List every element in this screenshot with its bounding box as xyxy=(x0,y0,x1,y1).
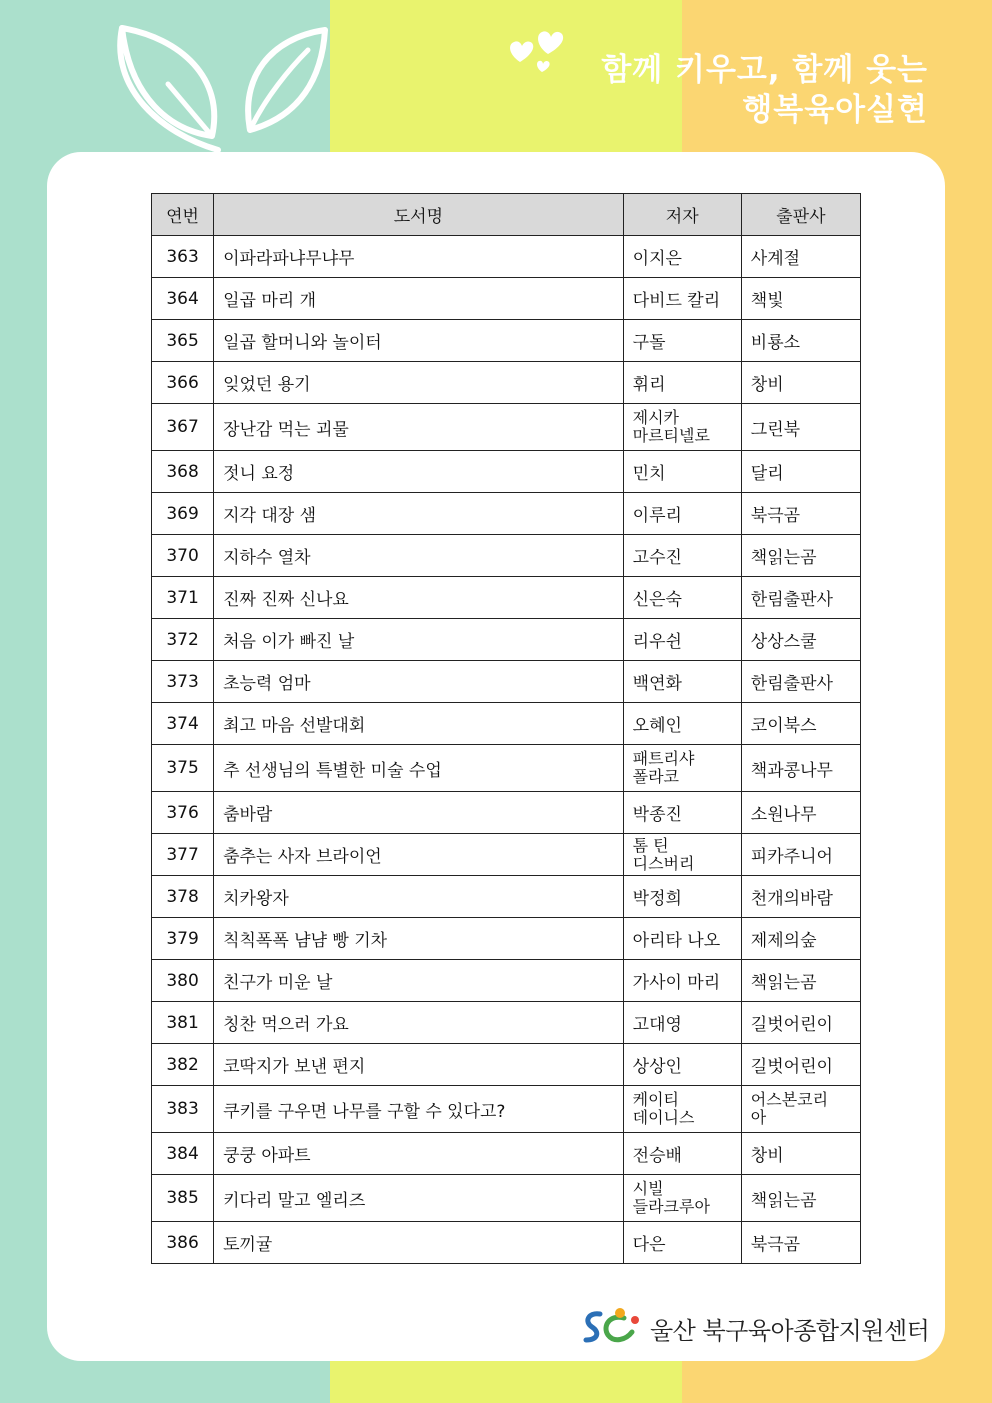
row-number: 386 xyxy=(152,1222,214,1264)
row-author: 휘리 xyxy=(623,362,741,404)
row-publisher: 책읽는곰 xyxy=(741,1175,860,1222)
row-author: 신은숙 xyxy=(623,577,741,619)
row-number: 381 xyxy=(152,1002,214,1044)
table-row xyxy=(152,918,861,960)
table-row xyxy=(152,320,861,362)
table-header-row xyxy=(152,194,861,236)
row-publisher: 책빛 xyxy=(741,278,860,320)
header-title: 도서명 xyxy=(214,194,624,236)
hearts-icon xyxy=(506,24,576,74)
row-publisher: 책과콩나무 xyxy=(741,745,860,792)
row-title: 처음 이가 빠진 날 xyxy=(214,619,624,661)
row-author: 패트리샤 폴라코 xyxy=(623,745,741,792)
row-publisher: 창비 xyxy=(741,362,860,404)
table-row xyxy=(152,1175,861,1222)
row-author: 백연화 xyxy=(623,661,741,703)
row-title: 쿠키를 구우면 나무를 구할 수 있다고? xyxy=(214,1086,624,1133)
row-publisher: 북극곰 xyxy=(741,1222,860,1264)
row-publisher: 피카주니어 xyxy=(741,834,860,876)
row-title: 코딱지가 보낸 편지 xyxy=(214,1044,624,1086)
table-row xyxy=(152,703,861,745)
row-author: 다비드 칼리 xyxy=(623,278,741,320)
row-number: 372 xyxy=(152,619,214,661)
row-number: 364 xyxy=(152,278,214,320)
row-publisher: 한림출판사 xyxy=(741,577,860,619)
row-author: 케이티 데이니스 xyxy=(623,1086,741,1133)
row-title: 춤추는 사자 브라이언 xyxy=(214,834,624,876)
table-row xyxy=(152,278,861,320)
table-row xyxy=(152,1002,861,1044)
row-title: 지각 대장 샘 xyxy=(214,493,624,535)
row-publisher: 길벗어린이 xyxy=(741,1002,860,1044)
row-title: 추 선생님의 특별한 미술 수업 xyxy=(214,745,624,792)
row-number: 368 xyxy=(152,451,214,493)
row-author: 박종진 xyxy=(623,792,741,834)
table-row xyxy=(152,451,861,493)
row-number: 378 xyxy=(152,876,214,918)
table-row xyxy=(152,1086,861,1133)
row-author: 제시카 마르티넬로 xyxy=(623,404,741,451)
row-number: 384 xyxy=(152,1133,214,1175)
row-publisher: 길벗어린이 xyxy=(741,1044,860,1086)
row-number: 375 xyxy=(152,745,214,792)
row-publisher: 사계절 xyxy=(741,236,860,278)
row-number: 369 xyxy=(152,493,214,535)
org-logo-icon xyxy=(582,1306,642,1348)
row-title: 이파라파냐무냐무 xyxy=(214,236,624,278)
row-number: 371 xyxy=(152,577,214,619)
row-number: 382 xyxy=(152,1044,214,1086)
table-body xyxy=(152,236,861,1264)
row-publisher: 한림출판사 xyxy=(741,661,860,703)
table-row xyxy=(152,404,861,451)
row-publisher: 비룡소 xyxy=(741,320,860,362)
row-publisher: 책읽는곰 xyxy=(741,535,860,577)
row-title: 진짜 진짜 신나요 xyxy=(214,577,624,619)
row-publisher: 천개의바람 xyxy=(741,876,860,918)
row-author: 고대영 xyxy=(623,1002,741,1044)
row-author: 아리타 나오 xyxy=(623,918,741,960)
row-title: 키다리 말고 엘리즈 xyxy=(214,1175,624,1222)
row-publisher: 책읽는곰 xyxy=(741,960,860,1002)
header-publisher: 출판사 xyxy=(741,194,860,236)
row-author: 구돌 xyxy=(623,320,741,362)
row-author: 시빌 들라크루아 xyxy=(623,1175,741,1222)
slogan-line-2: 행복육아실현 xyxy=(742,92,928,128)
row-number: 380 xyxy=(152,960,214,1002)
row-title: 초능력 엄마 xyxy=(214,661,624,703)
row-title: 젓니 요정 xyxy=(214,451,624,493)
row-title: 치카왕자 xyxy=(214,876,624,918)
row-title: 춤바람 xyxy=(214,792,624,834)
row-publisher: 상상스쿨 xyxy=(741,619,860,661)
table-row xyxy=(152,1133,861,1175)
row-author: 고수진 xyxy=(623,535,741,577)
row-title: 지하수 열차 xyxy=(214,535,624,577)
row-title: 친구가 미운 날 xyxy=(214,960,624,1002)
row-number: 373 xyxy=(152,661,214,703)
row-author: 민치 xyxy=(623,451,741,493)
row-title: 칙칙폭폭 냠냠 빵 기차 xyxy=(214,918,624,960)
row-author: 전승배 xyxy=(623,1133,741,1175)
header-number: 연번 xyxy=(152,194,214,236)
row-number: 366 xyxy=(152,362,214,404)
row-number: 370 xyxy=(152,535,214,577)
org-name: 울산 북구육아종합지원센터 xyxy=(650,1317,930,1345)
row-number: 367 xyxy=(152,404,214,451)
row-author: 톰 틴 디스버리 xyxy=(623,834,741,876)
table-row xyxy=(152,577,861,619)
table-row xyxy=(152,834,861,876)
row-publisher: 창비 xyxy=(741,1133,860,1175)
row-title: 일곱 마리 개 xyxy=(214,278,624,320)
row-author: 리우쉰 xyxy=(623,619,741,661)
slogan xyxy=(601,50,928,130)
header-author: 저자 xyxy=(623,194,741,236)
row-number: 385 xyxy=(152,1175,214,1222)
row-title: 장난감 먹는 괴물 xyxy=(214,404,624,451)
row-number: 383 xyxy=(152,1086,214,1133)
row-number: 365 xyxy=(152,320,214,362)
row-author: 다은 xyxy=(623,1222,741,1264)
table-row xyxy=(152,535,861,577)
row-author: 박정희 xyxy=(623,876,741,918)
row-author: 오혜인 xyxy=(623,703,741,745)
row-publisher: 코이북스 xyxy=(741,703,860,745)
table-row xyxy=(152,745,861,792)
row-number: 363 xyxy=(152,236,214,278)
row-publisher: 북극곰 xyxy=(741,493,860,535)
table-row xyxy=(152,362,861,404)
table-row xyxy=(152,876,861,918)
row-number: 376 xyxy=(152,792,214,834)
table-row xyxy=(152,493,861,535)
leaves-icon xyxy=(100,18,340,158)
row-publisher: 달리 xyxy=(741,451,860,493)
table-row xyxy=(152,1222,861,1264)
row-author: 상상인 xyxy=(623,1044,741,1086)
row-title: 쿵쿵 아파트 xyxy=(214,1133,624,1175)
table-row xyxy=(152,236,861,278)
row-number: 374 xyxy=(152,703,214,745)
row-title: 잊었던 용기 xyxy=(214,362,624,404)
row-number: 379 xyxy=(152,918,214,960)
row-publisher: 소원나무 xyxy=(741,792,860,834)
table-row xyxy=(152,960,861,1002)
row-title: 최고 마음 선발대회 xyxy=(214,703,624,745)
row-author: 가사이 마리 xyxy=(623,960,741,1002)
row-author: 이루리 xyxy=(623,493,741,535)
row-publisher: 어스본코리 아 xyxy=(741,1086,860,1133)
slogan-line-1: 함께 키우고, 함께 웃는 xyxy=(601,52,928,88)
row-author: 이지은 xyxy=(623,236,741,278)
table-row xyxy=(152,661,861,703)
table-row xyxy=(152,1044,861,1086)
row-title: 일곱 할머니와 놀이터 xyxy=(214,320,624,362)
row-publisher: 제제의숲 xyxy=(741,918,860,960)
row-publisher: 그린북 xyxy=(741,404,860,451)
row-title: 토끼귤 xyxy=(214,1222,624,1264)
table-row xyxy=(152,792,861,834)
book-list-table xyxy=(151,193,861,1264)
row-title: 칭찬 먹으러 가요 xyxy=(214,1002,624,1044)
table-row xyxy=(152,619,861,661)
row-number: 377 xyxy=(152,834,214,876)
